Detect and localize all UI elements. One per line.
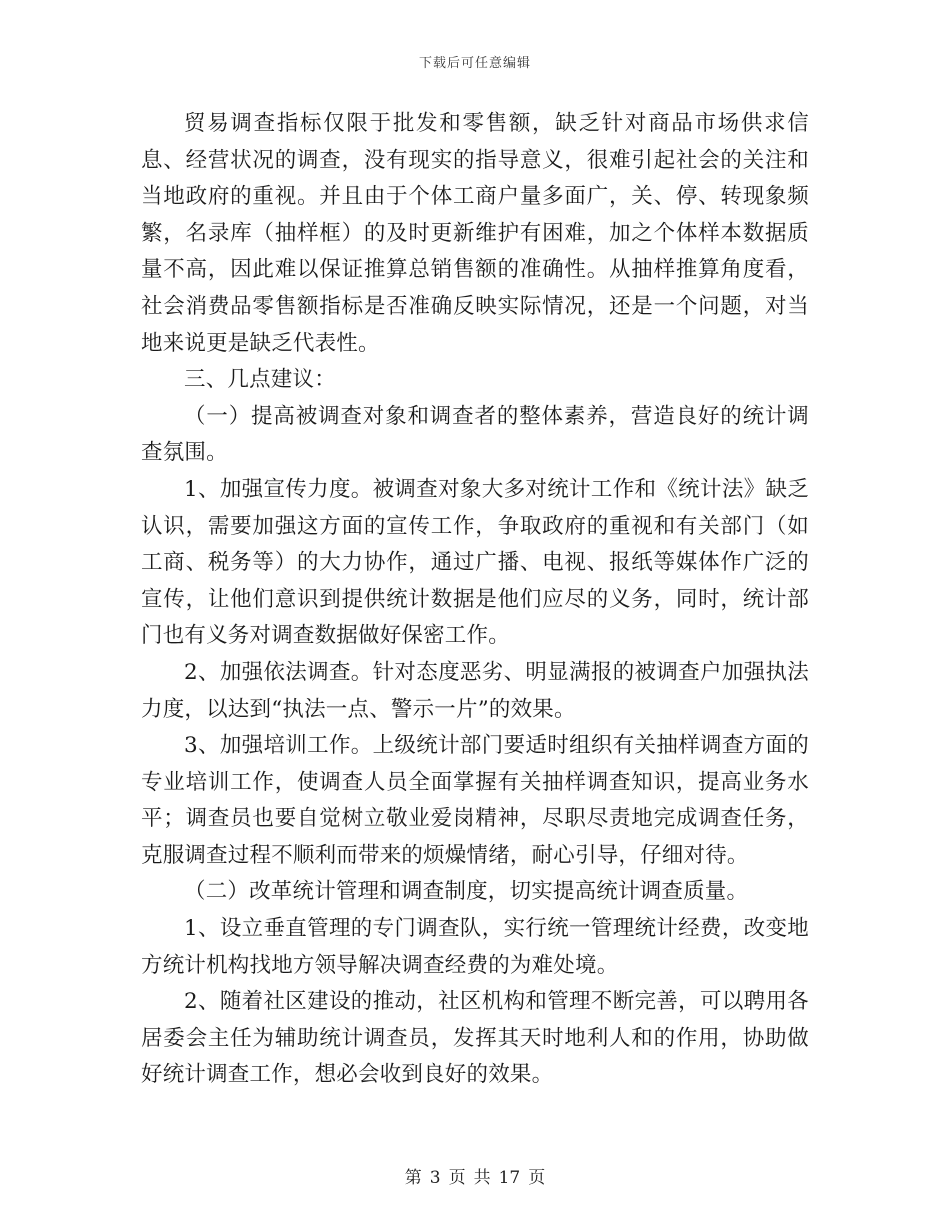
page-label-mid: 页 — [448, 1168, 466, 1188]
page-footer — [0, 1163, 950, 1188]
current-page-number: 3 — [429, 1168, 441, 1188]
paragraph-vertical-management: 1、设立垂直管理的专门调查队，实行统一管理统计经费，改变地方统计机构找地方领导解决调查经费的为难处境。 — [141, 916, 809, 978]
paragraph-trade-survey: 贸易调查指标仅限于批发和零售额，缺乏针对商品市场供求信息、经营状况的调查，没有现实的指导意义，很难引起社会的关注和当地政府的重视。并且由于个体工商户量多面广，关、停、转现象频繁，名录库（抽样框）的及时更新维护有困难，加之个体样本数据质量不高，因此难以保证推算总销售额的准确性。从抽样推算角度看，社会消费品零售额指标是否准确反映实际情况，还是一个问题，对当地来说更是缺乏代表性。 — [141, 111, 809, 356]
page-label-suffix: 页 — [528, 1168, 546, 1188]
page-header: 下载后可任意编辑 — [418, 56, 531, 71]
page-label-prefix: 第 — [404, 1168, 422, 1188]
paragraph-law-enforcement: 2、加强依法调查。针对态度恶劣、明显满报的被调查户加强执法力度，以达到“执法一点、警示一片”的效果。 — [141, 659, 809, 722]
paragraph-community: 2、随着社区建设的推动，社区机构和管理不断完善，可以聘用各居委会主任为辅助统计调查员，发挥其天时地利人和的作用，协助做好统计调查工作，想必会收到良好的效果。 — [141, 989, 809, 1088]
paragraph-training: 3、加强培训工作。上级统计部门要适时组织有关抽样调查方面的专业培训工作，使调查人员全面掌握有关抽样调查知识，提高业务水平；调查员也要自觉树立敬业爱岗精神，尽职尽责地完成调查任务，克服调查过程不顺利而带来的烦燥情绪，耐心引导，仔细对待。 — [141, 733, 809, 868]
document-body — [141, 106, 809, 1094]
paragraph-publicity: 1、加强宣传力度。被调查对象大多对统计工作和《统计法》缺乏认识，需要加强这方面的宣传工作，争取政府的重视和有关部门（如工商、税务等）的大力协作，通过广播、电视、报纸等媒体作广泛的宣传，让他们意识到提供统计数据是他们应尽的义务，同时，统计部门也有义务对调查数据做好保密工作。 — [141, 476, 809, 649]
total-pages-number: 17 — [498, 1168, 521, 1188]
section-heading-suggestions: 三、几点建议： — [184, 367, 336, 393]
total-label: 共 — [473, 1168, 491, 1188]
subsection-heading-1: （一）提高被调查对象和调查者的整体素养，营造良好的统计调查氛围。 — [141, 403, 809, 466]
subsection-heading-2: （二）改革统计管理和调查制度，切实提高统计调查质量。 — [184, 879, 749, 905]
